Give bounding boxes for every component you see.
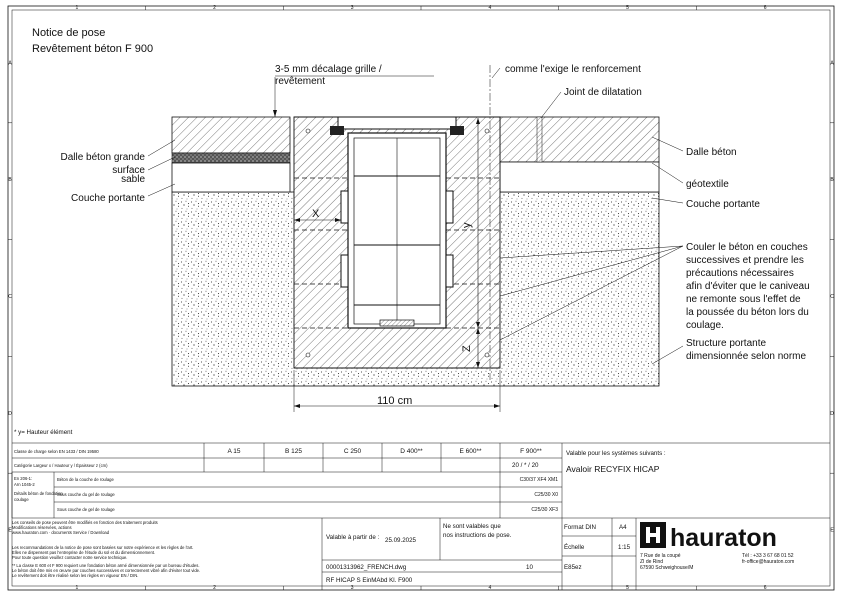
group-label-3: Détails béton de fondation xyxy=(14,491,63,496)
size-value: 20 / * / 20 xyxy=(512,462,539,469)
row-letter-C: C xyxy=(830,294,834,300)
note-1: Les conseils de pose peuvent être modifiés en fonction des traitement produits xyxy=(12,520,158,525)
edition: E85ez xyxy=(564,564,582,571)
note-7: ** La classe E 600 et F 900 requiert une fondation béton armé dimensionnée par un bureau d'études. xyxy=(12,563,200,568)
label-expansion-joint: Joint de dilatation xyxy=(564,87,642,98)
title-line-1: Notice de pose xyxy=(32,27,106,39)
subbase-right xyxy=(500,162,659,192)
dim-z-label: Z xyxy=(461,345,473,352)
note-5: Elles ne dispensent pas l'entreprise de l'étude du sol et du dimensionnement. xyxy=(12,550,156,555)
col-number-2: 2 xyxy=(213,585,216,591)
valid-from: Valable à partir de : xyxy=(326,534,380,541)
company-logo xyxy=(640,522,777,552)
row-size-label: Catégorie Largeur x / Hauteur y / Épaisseur z (cm) xyxy=(14,463,108,468)
footnote: * y= Hauteur élément xyxy=(14,429,73,436)
col-number-6: 6 xyxy=(763,5,767,11)
slab-left xyxy=(172,117,290,153)
col-number-3: 3 xyxy=(350,5,354,11)
load-class: C 250 xyxy=(343,448,362,455)
label-structure-2: dimensionnée selon norme xyxy=(686,351,807,362)
row-letter-E: E xyxy=(830,527,834,534)
not-valid-2: nos instructions de pose. xyxy=(443,532,512,539)
pour-note-5: ne remonte sous l'effet de xyxy=(686,294,801,305)
pour-note-4: afin d'éviter que le caniveau xyxy=(686,281,810,292)
spec-row-label: Béton de la couche de roulage xyxy=(57,477,114,482)
col-number-5: 5 xyxy=(626,5,629,11)
row-letter-E: E xyxy=(8,527,12,534)
spec-row-label: Sous couche du gel de roulage xyxy=(57,492,115,497)
col-number-3: 3 xyxy=(350,585,354,591)
subbase-left xyxy=(172,163,290,192)
row-letter-A: A xyxy=(8,60,12,67)
label-slab-large: Dalle béton grande xyxy=(60,152,145,163)
format-value: A4 xyxy=(619,524,627,531)
arrowhead xyxy=(273,110,277,117)
spec-rows xyxy=(57,477,558,513)
row-letter-D: D xyxy=(830,410,834,417)
pour-note-6: la poussée du béton lors du xyxy=(686,307,809,318)
company-addr-3: 67590 Schweighouse/M xyxy=(640,565,694,571)
spec-row-value: C25/30 X0 xyxy=(534,492,558,498)
col-number-5: 5 xyxy=(626,585,629,591)
load-class: F 900** xyxy=(520,448,542,455)
dim-y-label: y xyxy=(461,222,473,228)
spec-row-value: C25/30 XF3 xyxy=(531,507,558,513)
frame-left xyxy=(330,126,344,135)
pour-note-1: Couler le béton en couches xyxy=(686,242,808,253)
anchor-lug xyxy=(446,255,453,287)
label-base-right: Couche portante xyxy=(686,199,760,210)
load-class: B 125 xyxy=(285,448,302,455)
col-number-2: 2 xyxy=(213,5,216,11)
label-offset-2: revêtement xyxy=(275,76,326,87)
notes xyxy=(12,520,200,578)
col-number-4: 4 xyxy=(488,5,492,11)
label-slab-right: Dalle béton xyxy=(686,147,737,158)
load-class: D 400** xyxy=(400,448,423,455)
col-number-6: 6 xyxy=(763,585,767,591)
title-line-2: Revêtement béton F 900 xyxy=(32,43,154,55)
scale-label: Échelle xyxy=(564,544,585,551)
label-geotextile: géotextile xyxy=(686,179,729,190)
pour-note-3: précautions nécessaires xyxy=(686,268,794,279)
scale-value: 1:15 xyxy=(618,544,631,551)
group-label-1: En 206-1: xyxy=(14,476,33,481)
dim-x-label: X xyxy=(312,208,320,220)
pour-note-7: coulage. xyxy=(686,320,724,331)
spec-row-value: C30/37 XF4 XM1 xyxy=(519,477,558,483)
system-name: Avaloir RECYFIX HICAP xyxy=(566,464,660,474)
label-offset-1: 3-5 mm décalage grille / xyxy=(275,64,382,75)
row-letter-B: B xyxy=(8,177,12,184)
spec-row-label: Sous couche de gel de roulage xyxy=(57,507,115,512)
load-class: A 15 xyxy=(227,448,241,455)
load-classes xyxy=(227,448,542,455)
grating xyxy=(338,117,456,129)
drawing-file: 00001313962_FRENCH.dwg xyxy=(326,564,407,571)
load-class: E 600** xyxy=(459,448,482,455)
channel-bottom xyxy=(380,320,414,326)
row-letter-C: C xyxy=(8,294,12,300)
pour-note xyxy=(686,242,810,331)
frame-right xyxy=(450,126,464,135)
note-4: Les recommandations de la notice de pose sont basées sur notre expérience et les règles de l'art. xyxy=(12,545,194,550)
row-letter-A: A xyxy=(830,60,834,67)
sand-bed-left xyxy=(172,153,290,163)
anchor-lug xyxy=(341,191,348,223)
valid-date: 25.09.2025 xyxy=(385,537,416,544)
note-3: www.hauraton.com · documents Service / Download xyxy=(12,530,110,535)
row-letter-D: D xyxy=(8,410,12,417)
label-structure-1: Structure portante xyxy=(686,338,767,349)
note-9: Le revêtement doit être réalisé selon les règles en vigueur EN / DIN. xyxy=(12,573,139,578)
company-tel: Tél : +33 3 67 68 01 52 xyxy=(742,553,794,559)
company-name: hauraton xyxy=(670,524,777,552)
drawing-ref: RF HICAP S EinMAbd Kl. F900 xyxy=(326,577,413,584)
group-label-4: coulage xyxy=(14,497,29,502)
slab-right xyxy=(500,117,659,162)
class-header: Classe de charge selon EN 1433 / DIN 19580 xyxy=(14,449,99,454)
row-letter-B: B xyxy=(830,177,834,184)
expansion-joint xyxy=(537,117,542,162)
company-addr-2: ZI de Rind xyxy=(640,559,664,565)
group-label-2: Arn 1045-2 xyxy=(14,482,35,487)
label-sand-1: surface xyxy=(112,165,145,176)
label-sand-2: sable xyxy=(121,174,145,185)
anchor-lug xyxy=(446,191,453,223)
col-number-1: 1 xyxy=(75,585,79,591)
company-mail: fr-office@hauraton.com xyxy=(742,559,795,565)
col-number-1: 1 xyxy=(75,5,79,11)
label-base-left: Couche portante xyxy=(71,193,145,204)
format-label: Format DIN xyxy=(564,524,596,531)
note-6: Pour toute question veuillez contacter notre service technique. xyxy=(12,555,128,560)
not-valid-1: Ne sont valables que xyxy=(443,523,501,530)
dim-width-label: 110 cm xyxy=(377,395,413,407)
sheet-number: 10 xyxy=(526,564,533,571)
note-2: Modifications réservées, actions xyxy=(12,525,72,530)
anchor-lug xyxy=(341,255,348,287)
note-8: Le béton doit être mis en œuvre par couches successives et correctement vibré afin d'éviter tout vide. xyxy=(12,568,201,573)
col-number-4: 4 xyxy=(488,585,492,591)
company-addr-1: 7 Rue de la coupé xyxy=(640,553,681,559)
label-reinforcement: comme l'exige le renforcement xyxy=(505,64,641,75)
pour-note-2: successives et prendre les xyxy=(686,255,804,266)
cross-section xyxy=(172,65,659,386)
valid-systems: Valable pour les systèmes suivants : xyxy=(566,450,666,457)
